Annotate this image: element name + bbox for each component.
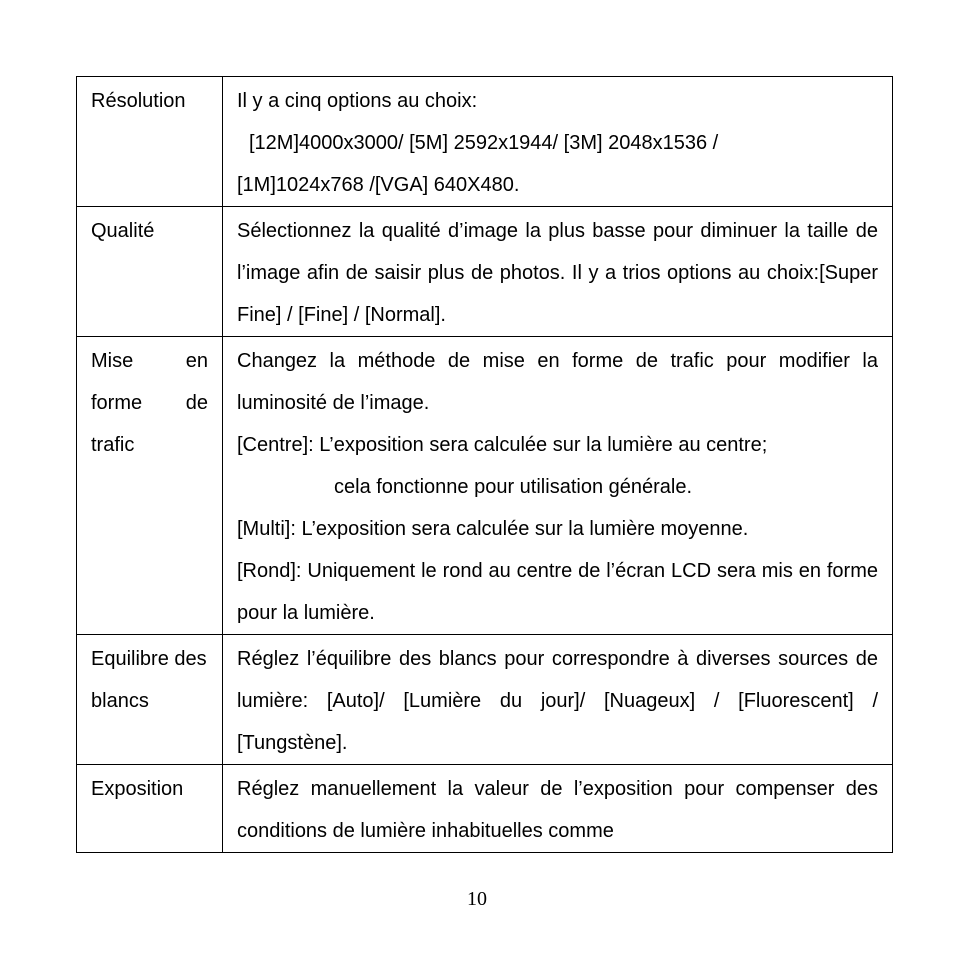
table-row (77, 635, 893, 765)
table-row (77, 207, 893, 337)
row-label-mise-en-forme: Mise en forme de trafic (77, 337, 223, 635)
row-description-resolution (223, 77, 893, 207)
row-description-mise-en-forme (223, 337, 893, 635)
page-number: 10 (467, 888, 487, 910)
settings-table (76, 76, 893, 853)
description-line: [1M]1024x768 /[VGA] 640X480. (237, 174, 520, 196)
row-label-qualite: Qualité (77, 207, 223, 337)
table-row (77, 77, 893, 207)
row-label-exposition: Exposition (77, 765, 223, 853)
description-line: [12M]4000x3000/ [5M] 2592x1944/ [3M] 2048x1536 / (249, 132, 719, 154)
table-row (77, 765, 893, 853)
row-description-qualite: Sélectionnez la qualité d’image la plus basse pour diminuer la taille de l’image afin de saisir plus de photos. Il y a trios options au choix:[Super Fine] / [Fine] / [Normal]. (223, 207, 893, 337)
description-line: [Centre]: L’exposition sera calculée sur la lumière au centre; (237, 434, 768, 456)
row-label-resolution: Résolution (77, 77, 223, 207)
row-label-equilibre: Equilibre des blancs (77, 635, 223, 765)
description-line: Il y a cinq options au choix: (237, 90, 478, 112)
table-row (77, 337, 893, 635)
description-paragraph: [Rond]: Uniquement le rond au centre de l’écran LCD sera mis en forme pour la lumière. (237, 560, 878, 624)
description-line: [Multi]: L’exposition sera calculée sur la lumière moyenne. (237, 518, 749, 540)
row-description-exposition: Réglez manuellement la valeur de l’exposition pour compenser des conditions de lumière inhabituelles comme (223, 765, 893, 853)
description-paragraph: Changez la méthode de mise en forme de trafic pour modifier la luminosité de l’image. (237, 350, 878, 414)
row-description-equilibre: Réglez l’équilibre des blancs pour correspondre à diverses sources de lumière: [Auto]/ [Lumière du jour]/ [Nuageux] / [Fluorescent] / [Tungstène]. (223, 635, 893, 765)
description-line: cela fonctionne pour utilisation générale. (334, 476, 693, 498)
